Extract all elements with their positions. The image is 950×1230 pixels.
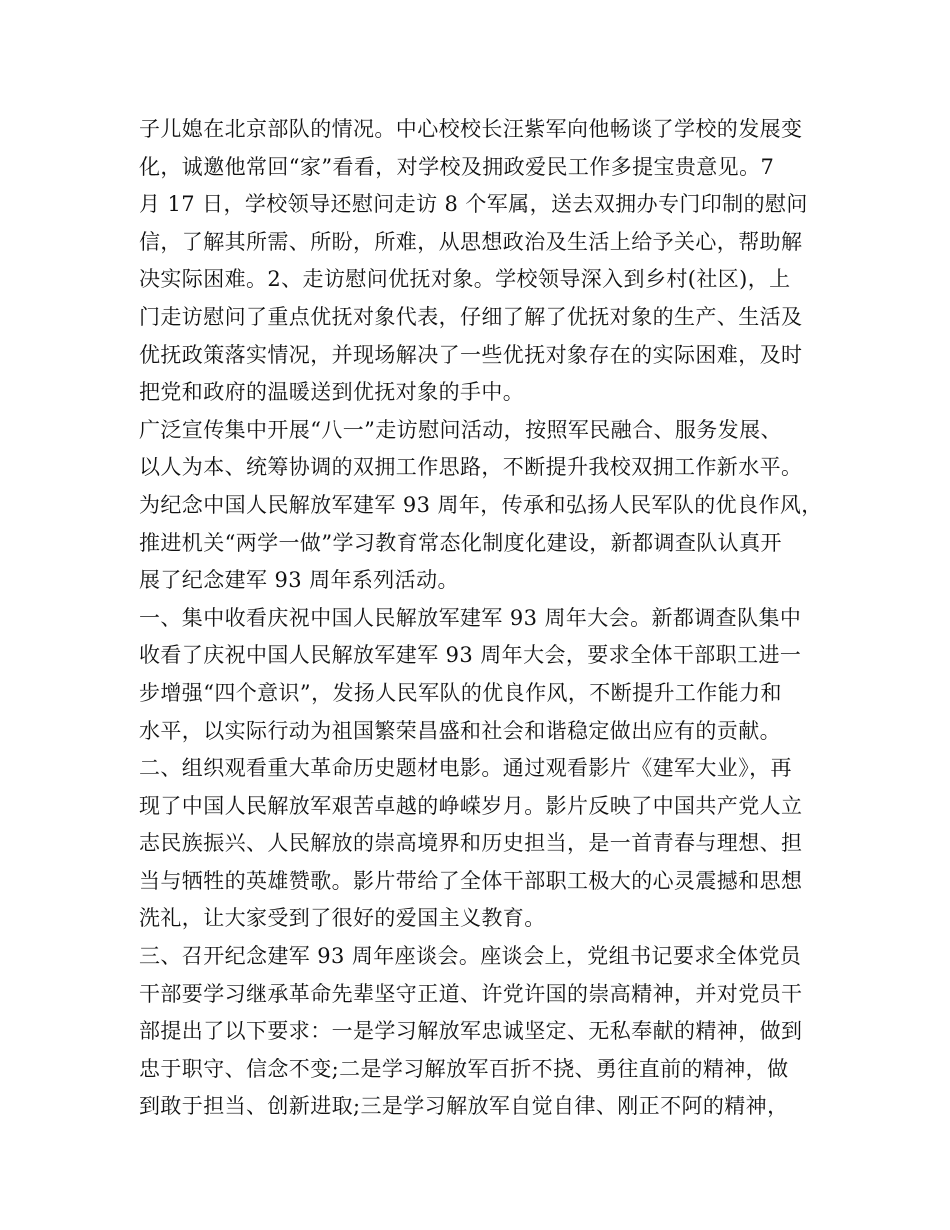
text-line: 子儿媳在北京部队的情况。中心校校长汪紫军向他畅谈了学校的发展变: [139, 117, 803, 141]
text-line: 干部要学习继承革命先辈坚守正道、许党许国的崇高精神，并对党员干: [139, 981, 803, 1006]
text-line: 步增强“四个意识”，发扬人民军队的优良作风，不断提升工作能力和: [139, 680, 782, 705]
text-line: 推进机关“两学一做”学习教育常态化制度化建设，新都调查队认真开: [139, 530, 782, 555]
text-line: 广泛宣传集中开展“八一”走访慰问活动，按照军民融合、服务发展、: [139, 417, 782, 442]
text-line: 当与牺牲的英雄赞歌。影片带给了全体干部职工极大的心灵震撼和思想: [139, 868, 803, 893]
text-line: 部提出了以下要求：一是学习解放军忠诚坚定、无私奉献的精神，做到: [139, 1019, 803, 1044]
text-line: 月 17 日，学校领导还慰问走访 8 个军属，送去双拥办专门印制的慰问: [139, 192, 808, 217]
text-line: 以人为本、统筹协调的双拥工作思路，不断提升我校双拥工作新水平。: [139, 455, 803, 480]
text-line: 到敢于担当、创新进取;三是学习解放军自觉自律、刚正不阿的精神，: [139, 1094, 789, 1119]
text-line: 一、集中收看庆祝中国人民解放军建军 93 周年大会。新都调查队集中: [139, 605, 802, 630]
document-body: [139, 111, 829, 1126]
text-line: 二、组织观看重大革命历史题材电影。通过观看影片《建军大业》，再: [139, 756, 792, 781]
text-line: 信，了解其所需、所盼，所难，从思想政治及生活上给予关心，帮助解: [139, 229, 803, 254]
text-line: 化，诚邀他常回“家”看看，对学校及拥政爱民工作多提宝贵意见。7: [139, 154, 775, 179]
text-line: 水平，以实际行动为祖国繁荣昌盛和社会和谐稳定做出应有的贡献。: [139, 718, 781, 743]
text-line: 忠于职守、信念不变;二是学习解放军百折不挠、勇往直前的精神，做: [139, 1056, 789, 1081]
text-line: 门走访慰问了重点优抚对象代表，仔细了解了优抚对象的生产、生活及: [139, 304, 803, 329]
text-line: 志民族振兴、人民解放的崇高境界和历史担当，是一首青春与理想、担: [139, 831, 803, 856]
text-line: 现了中国人民解放军艰苦卓越的峥嵘岁月。影片反映了中国共产党人立: [139, 793, 803, 818]
text-line: 收看了庆祝中国人民解放军建军 93 周年大会，要求全体干部职工进一: [139, 643, 802, 668]
text-line: 决实际困难。2、走访慰问优抚对象。学校领导深入到乡村(社区)，上: [139, 267, 791, 292]
text-line: 三、召开纪念建军 93 周年座谈会。座谈会上，党组书记要求全体党员: [139, 944, 802, 969]
text-line: 展了纪念建军 93 周年系列活动。: [139, 568, 459, 593]
text-line: 优抚政策落实情况，并现场解决了一些优抚对象存在的实际困难，及时: [139, 342, 803, 367]
text-line: 把党和政府的温暖送到优抚对象的手中。: [139, 380, 525, 405]
text-line: 为纪念中国人民解放军建军 93 周年，传承和弘扬人民军队的优良作风，: [139, 492, 823, 517]
text-line: 洗礼，让大家受到了很好的爱国主义教育。: [139, 906, 546, 931]
